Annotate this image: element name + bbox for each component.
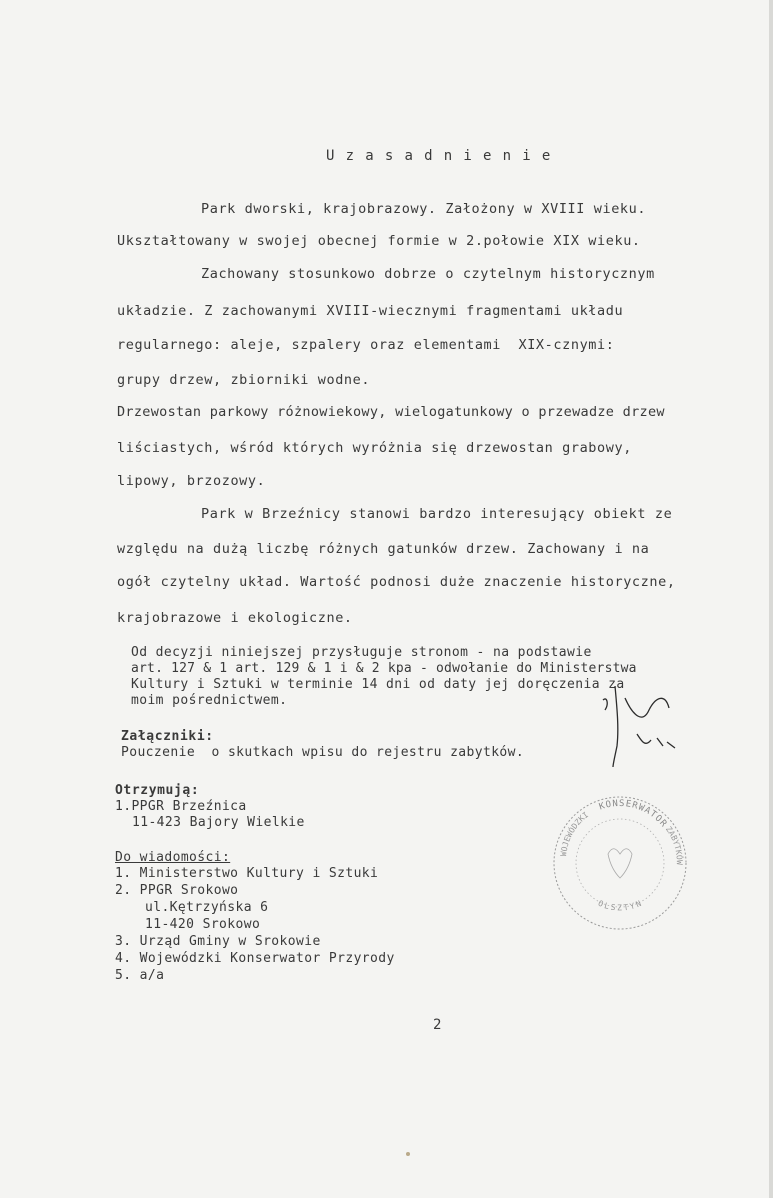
body-line: ogół czytelny układ. Wartość podnosi duże znaczenie historyczne,: [117, 574, 676, 590]
svg-text:WOJEWÓDZKI: [559, 810, 590, 857]
body-line: układzie. Z zachowanymi XVIII-wiecznymi fragmentami układu: [117, 303, 624, 319]
cc-line: 3. Urząd Gminy w Srokowie: [115, 934, 321, 949]
stamp-text-right: ZABYTKÓW: [663, 824, 684, 865]
cc-heading: Do wiadomości:: [115, 850, 231, 865]
body-line: Park dworski, krajobrazowy. Założony w XVIII wieku.: [201, 201, 647, 217]
notice-line: Od decyzji niniejszej przysługuje stronom - na podstawie: [131, 645, 592, 660]
body-line: względu na dużą liczbę różnych gatunków drzew. Zachowany i na: [117, 541, 650, 557]
eagle-emblem-icon: [608, 849, 632, 878]
body-line: Drzewostan parkowy różnowiekowy, wielogatunkowy o przewadze drzew: [117, 404, 665, 420]
stamp-text-left: WOJEWÓDZKI: [559, 810, 591, 857]
body-line: krajobrazowe i ekologiczne.: [117, 610, 353, 626]
cc-line: 5. a/a: [115, 968, 165, 983]
page-number: 2: [433, 1017, 442, 1033]
document-title: Uzasadnienie: [326, 148, 562, 164]
body-line: liściastych, wśród których wyróżnia się drzewostan grabowy,: [117, 440, 632, 456]
stamp-text-bottom: OLSZTYN: [596, 898, 645, 913]
attachments-item: Pouczenie o skutkach wpisu do rejestru zabytków.: [121, 745, 525, 760]
cc-line: ul.Kętrzyńska 6: [145, 900, 269, 915]
svg-text:OLSZTYN: [597, 898, 645, 912]
svg-text:ZABYTKÓW: [661, 824, 688, 868]
handwritten-signature: [585, 668, 695, 768]
notice-line: Kultury i Sztuki w terminie 14 dni od daty jej doręczenia za: [131, 677, 625, 692]
notice-line: moim pośrednictwem.: [131, 693, 288, 708]
body-line: Zachowany stosunkowo dobrze o czytelnym historycznym: [201, 266, 655, 282]
attachments-heading: Załączniki:: [121, 729, 214, 744]
recipient-line: 1.PPGR Brzeźnica: [115, 799, 247, 814]
page-edge: [769, 0, 773, 1198]
body-line: Ukształtowany w swojej obecnej formie w 2.połowie XIX wieku.: [117, 233, 641, 249]
paper-speck: [406, 1152, 410, 1156]
body-line: lipowy, brzozowy.: [117, 473, 266, 489]
stamp-text-top: KONSERWATOR: [597, 798, 669, 830]
official-stamp: [550, 788, 690, 938]
body-line: Park w Brzeźnicy stanowi bardzo interesujący obiekt ze: [201, 506, 673, 522]
cc-line: 4. Wojewódzki Konserwator Przyrody: [115, 951, 395, 966]
recipient-line: 11-423 Bajory Wielkie: [132, 815, 305, 830]
cc-line: 11-420 Srokowo: [145, 917, 261, 932]
body-line: regularnego: aleje, szpalery oraz elementami XIX-cznymi:: [117, 337, 615, 353]
svg-text:KONSERWATOR: [598, 799, 669, 830]
recipients-heading: Otrzymują:: [115, 783, 200, 798]
cc-line: 2. PPGR Srokowo: [115, 883, 239, 898]
cc-line: 1. Ministerstwo Kultury i Sztuki: [115, 866, 379, 881]
body-line: grupy drzew, zbiorniki wodne.: [117, 372, 371, 388]
notice-line: art. 127 & 1 art. 129 & 1 i & 2 kpa - odwołanie do Ministerstwa: [131, 661, 637, 676]
